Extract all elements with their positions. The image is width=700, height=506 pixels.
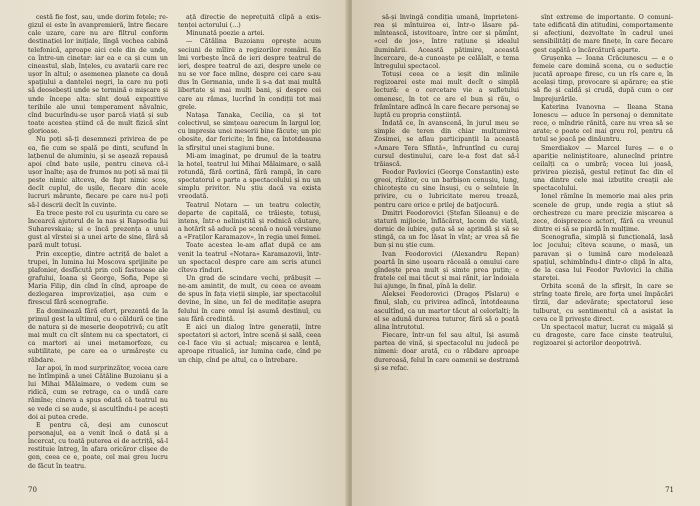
paragraph: Mi-am imaginat, pe drumul de la teatru la hotel, teatrul lui Mihai Mălaimare, o sală rotundă, fără cortină, fără rampă, în care spectatorul e parte a spectacolului și nu un simplu privitor. Nu știu dacă va exista vreodată. xyxy=(178,152,321,201)
paragraph: ață direcție de neprețuită clipă a existenței actorului (...) xyxy=(178,14,321,30)
paragraph: Toate acestea le-am aflat după ce am venit la teatrul «Notara» Karamazovii, într-un spectacol despre care am scris atunci cîteva rînduri. xyxy=(178,242,321,274)
page-number-left: 70 xyxy=(28,486,37,494)
paragraph: Ea dominează fără efort, prezentă de la primul gest la ultimul, cu o căldură ce ține de natura și de meserie deopotrivă; cu atît mai mult cu cît sîntem nu ca spectatori, ci ca martori ai unei metamorfoze, cu subtilitate, pe care ea o urmărește cu răbdare. xyxy=(28,307,168,364)
right-page-column-2 xyxy=(533,14,673,476)
paragraph: Fiecare, într-un fel sau altul, își asumă partea de vină, și spectacolul nu judecă pe nimeni: doar arată, cu o răbdare aproape dureroasă, felul în care oamenii se destramă și se refac. xyxy=(374,332,519,372)
paragraph: Orbita scenă de la sfîrșit, în care se strîng toate firele, are forța unei împăcări tîrzii, dar adevărate; spectatorul iese tulburat, cu sentimentul că a asistat la ceva ce îl privește direct. xyxy=(533,283,673,323)
paragraph: Katerina Ivanovna — Ileana Stana Ionescu — aduce în personaj o demnitate rece, o mîndrie rănită, care nu vrea să se arate; e poate cel mai greu rol, pentru că totul se joacă pe dinăuntru. xyxy=(533,103,673,144)
paragraph: Ea trece peste rol cu ușurința cu care se încearcă ajutorul de la nas și Rapsodia lui Suharevskaia; și e încă prezența a unui gust al vîrstei și a unei arte de sine, fără să pară mult totuși. xyxy=(28,209,168,250)
paragraph: Grușenka — Ioana Crăciunescu — e o femeie care domină scena, cu o seducție jucată aproape firesc, cu un rîs care e, în același timp, provocare și apărare; ea știe să fie și caldă și crudă, după cum o cer împrejurările. xyxy=(533,54,673,103)
page-number-right: 71 xyxy=(665,486,674,494)
paragraph: să-și învingă condiția umană, împrietenirea și mîntuirea ei, într-o lăsare pămîntească, istovitoare, între cer și pămînt, «cel de jos», între rațiune și idealul iluminării. Această pătimire, această încercare, de-a cunoaște pe celălalt, e tema întregului spectacol. xyxy=(374,14,519,70)
right-page-column-1 xyxy=(374,14,519,476)
paragraph: Aleksei Feodorovici (Dragoș Pîslaru) e finul, slab, cu privirea adîncă, întotdeauna ascultînd, ca un martor tăcut al celorlalți; în el se adună durerea tuturor, fără să o poată alina întrutotul. xyxy=(374,291,519,331)
paragraph: Prin excepție, dintre actriță de balet a trupei, în lumina lui Moscova sprijinite pe plafonier, desfăcută prin coli fastuoase ale grafului, Ioana și George, Sofia, Pepe și Maria Filip, din cînd în cînd, aproape de dezlegarea improvizației, așa cum e firescul fără scenografie. xyxy=(28,250,168,307)
paragraph: E pentru că, deși am cunoscut personajul, ea a venit încă o dată și a încercat, cu toată puterea ei de actriță, să-l restituie întreg, în afara oricăror clișee de gen, ceea ce e, poate, cel mai greu lucru de făcut în teatru. xyxy=(28,421,168,470)
left-page-column-2 xyxy=(178,14,321,476)
paragraph: Ivan Feodorovici (Alexandru Repan) poartă în sine ușoara răceală a omului care gîndește prea mult și simte prea puțin; e fratele cel mai tăcut și mai rănit, iar îndoiala lui ajunge, în final, pînă la delir. xyxy=(374,250,519,291)
paragraph: sînt extreme de importante. O comunitate edificată din atitudini, comportamente și afecțiuni, dezvoltate în cadrul unei sensibilități de mare finețe, în care fiecare gest capătă o încărcătură aparte. xyxy=(533,14,673,54)
paragraph: Un spectacol matur, lucrat cu migală și cu dragoste, care face cinste teatrului, regizoarei și actorilor deopotrivă. xyxy=(533,323,673,348)
paragraph: Nu poți să-ți desemnezi privirea de pe ea, fie cum se spală pe dinti, scufund în lațbenul de aluminiu, și se așează repausă apoi cînd bate ușile, pentru cineva că-i ușor înalte; așa de frumos nu poți să mai ții peste nimic altceva, de fapt nimic scos, decît cuplul, de ușile, fiecare din acele lucruri mărunte, fiecare pe care nu-l poți să-l descrii decît în cuvinte. xyxy=(28,136,168,209)
left-page xyxy=(0,0,348,506)
paragraph: — Cătălina Buzoianu oprește acum seciuni de mîlire a regizorilor români. Ea îmi vorbește încă de ieri despre teatrul de ieri, despre teatrul de azi, despre unele ce nu se vor face mîine, despre cei care s-au dus în Germania, unde li s-a dat mai multă libertate și mai mulți bani, și despre cei care au rămas, lucrînd în condiții tot mai grele. xyxy=(178,38,321,111)
paragraph: Ionel rămîne în memorie mai ales prin scenele de grup, unde regia a știut să orchestreze cu mare precizie mișcarea a zece, doisprezece actori, fără ca vreunul dintre ei să se piardă în mulțime. xyxy=(533,193,673,234)
paragraph: Feodor Pavlovici (George Constantin) este greoi, rîzător, cu un barbișon cenușiu, lung, chicotește cu sine însuși, cu o seînteie în privire, cu o lubricitate mereu trează, pentru care orice e prilej de batjocură. xyxy=(374,168,519,209)
paragraph: cestă fie fost, sau, unde dorim fețele; regizul ei este în avanpremieră, între fiecare cale uzare, care nu are filtrul conform destinației lor inițiale, lîngă vechea cabină telefonică, aproape aici cele din de unde, ca între-un cinetar: iar ea e ca și cum un cineastul, slab, înțeles, cu avatarii care rec ușor în altul; o asemenea planete ca două spațiului a dantelei negri, la care nu poți să deosebești unde se termină o mișcare și unde începe alta: sînt două expozitive teribile ale unui temperament năvalnic, cînd bucurîndu-se ușor parcă viață și sub toate acestea știind că de mult fizică sînt glorioase. xyxy=(28,14,168,136)
paragraph: Scenografia, simplă și funcțională, lasă loc jocului; cîteva scaune, o masă, un paravan și o lumină care modelează spațiul, schimbîndu-l dintr-o clipă în alta, de la casa lui Feodor Pavlovici la chilia stareței. xyxy=(533,234,673,282)
paragraph: Natașa Tanaka, Cecilia, ca și tot colectivul, se simțeau oarecum în largul lor, cu impresia unei meserii bine făcute; un pic obosite, dar fericite; în fine, ca întotdeauna la sfîrșitul unei stagiuni bune. xyxy=(178,111,321,152)
paragraph: Indată ce, în avanscenă, în jurul meu se simple de teren din chiar mulțumirea Zosimei, se aflau participanții la această «Amare Tera Sfîntă», înfruntînd cu curaj cursul destinului, care le-a fost dat să-l trăiască. xyxy=(374,120,519,168)
paragraph: Un grad de scindare vechi, prăbușit — ne-am amintit, de mult, cu ceea ce aveam de spus în fața vieții simple, iar spectacolul devine, în sine, un fel de meditație asupra felului în care omul își asumă destinul, cu sau fără credință. xyxy=(178,275,321,323)
paragraph: Totuși ceea ce a ieșit din mîinile regizoarei este mai mult decît o simplă lectură: e o cercetare vie a sufletului omenesc, în tot ce are el bun și rău, o frămîntare adîncă în care fiecare personaj se luptă cu propria conștiință. xyxy=(374,71,519,119)
left-page-column-1 xyxy=(28,14,168,476)
paragraph: Dmitri Feodorovici (Ștefan Sileanu) e de statură mijlocie, înflăcărat, lacom de viață, dornic de iubire, gata să se aprindă și să se stingă, ca un foc lăsat în vînt; ar vrea să fie bun și nu știe cum. xyxy=(374,209,519,250)
paragraph: Iar apoi, în mod surprinzător, vocea care ne întîmpină a unei Cătăline Buzoianu și a lui Mihai Mălaimare, o vedem cum se ridică, cum se retrage, ca o undă care rămîne; cineva a spus odată că teatrul nu se vede ci se aude, și ascultîndu-i pe acești doi ai putea crede. xyxy=(28,364,168,421)
paragraph: E aici un dialog între generații, între spectatori și actori, între scenă și sală, ceea ce-l face viu și actual; mișcarea e lentă, aproape ritualică, iar lumina cade, cînd pe un chip, cînd pe altul, ca o întrebare. xyxy=(178,323,321,364)
right-page xyxy=(352,0,700,506)
paragraph: Teatrul Notara — un teatru colectiv, departe de capitală, ce trăiește, totuși, intens, într-o neliniștită și rodnică căutare, a hotărît să aducă pe scenă o nouă versiune a «Fraților Karamazov», în regia unei femei. xyxy=(178,201,321,242)
paragraph: Smerdiakov — Marcel Iureș — e o apariție neliniștitoare, alunecînd printre ceilalți ca o umbră; vocea lui joasă, privirea piezișă, gestul reținut fac din el una dintre cele mai izbutite creații ale spectacolului. xyxy=(533,144,673,193)
paragraph: Minunată poezie a artei. xyxy=(186,30,265,38)
